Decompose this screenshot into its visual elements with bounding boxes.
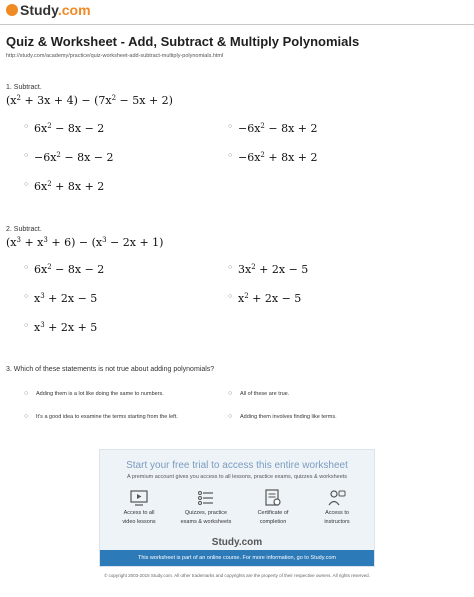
feature-label-line1: Access to: [325, 510, 349, 516]
copyright-footer: © copyright 2003-2015 Study.com. All other trademarks and copyrights are the property of their respective owners. All rights reserved.: [104, 573, 370, 578]
feature-label-line1: Access to all: [123, 510, 155, 516]
radio-q1-d[interactable]: ○: [228, 152, 233, 159]
radio-q3-a[interactable]: ○: [24, 390, 29, 397]
q3-option-a[interactable]: Adding them is a lot like doing the same to numbers.: [36, 391, 164, 397]
radio-q1-c[interactable]: ○: [24, 152, 29, 159]
feature-label-line2: exams & worksheets: [180, 519, 232, 525]
cta-info-bar[interactable]: This worksheet is part of an online course. For more information, go to Study.com: [100, 550, 374, 566]
study-logo[interactable]: [6, 2, 91, 18]
feature-video-lessons: [104, 488, 174, 526]
q2-option-c[interactable]: $x^3 + 2x - 5$: [34, 292, 98, 305]
video-icon: [129, 488, 149, 508]
free-trial-panel: [99, 449, 375, 567]
q1-option-b[interactable]: $-6x^2 - 8x + 2$: [238, 122, 318, 135]
radio-q3-b[interactable]: ○: [228, 390, 233, 397]
logo-suffix: .com: [57, 2, 91, 18]
radio-q2-a[interactable]: ○: [24, 264, 29, 271]
question-1-label: 1. Subtract.: [6, 84, 42, 91]
quiz-icon: [196, 488, 216, 508]
question-3-label: 3. Which of these statements is not true about adding polynomials?: [6, 366, 215, 373]
feature-label-line1: Quizzes, practice: [184, 510, 228, 516]
q1-option-a[interactable]: $6x^2 - 8x - 2$: [34, 122, 105, 135]
q2-option-b[interactable]: $3x^2 + 2x - 5$: [238, 263, 309, 276]
feature-label-line2: instructors: [324, 519, 350, 525]
radio-q2-c[interactable]: ○: [24, 293, 29, 300]
cta-logo: Study.com: [211, 537, 263, 548]
q2-option-e[interactable]: $x^3 + 2x + 5$: [34, 321, 98, 334]
page-title: Quiz & Worksheet - Add, Subtract & Multiply Polynomials: [6, 34, 360, 49]
header: [0, 0, 474, 24]
question-2-expression: $(x^3 + x^3 + 6) - (x^3 - 2x + 1)$: [6, 236, 164, 249]
cta-subtitle: A premium account gives you access to all lessons, practice exams, quizzes & worksheets: [126, 474, 348, 480]
header-divider: [0, 24, 474, 25]
q3-option-b[interactable]: All of these are true.: [240, 391, 290, 397]
q3-option-c[interactable]: It’s a good idea to examine the terms starting from the left.: [36, 414, 178, 420]
radio-q2-b[interactable]: ○: [228, 264, 233, 271]
logo-text: Study: [20, 2, 58, 18]
feature-label-line2: completion: [259, 519, 287, 525]
radio-q1-b[interactable]: ○: [228, 123, 233, 130]
instructor-icon: [327, 488, 347, 508]
feature-label-line2: video lessons: [122, 519, 156, 525]
feature-instructors: [302, 488, 372, 526]
feature-quizzes: [171, 488, 241, 526]
logo-circle-icon: [6, 4, 18, 16]
radio-q2-d[interactable]: ○: [228, 293, 233, 300]
q3-option-d[interactable]: Adding them involves finding like terms.: [240, 414, 337, 420]
cta-title[interactable]: Start your free trial to access this entire worksheet: [126, 460, 348, 471]
certificate-icon: [263, 488, 283, 508]
q1-option-d[interactable]: $-6x^2 + 8x + 2$: [238, 151, 318, 164]
page-url: http://study.com/academy/practice/quiz-worksheet-add-subtract-multiply-polynomials.html: [6, 53, 224, 59]
q2-option-d[interactable]: $x^2 + 2x - 5$: [238, 292, 302, 305]
radio-q1-e[interactable]: ○: [24, 181, 29, 188]
radio-q3-c[interactable]: ○: [24, 413, 29, 420]
radio-q1-a[interactable]: ○: [24, 123, 29, 130]
radio-q3-d[interactable]: ○: [228, 413, 233, 420]
q1-option-e[interactable]: $6x^2 + 8x + 2$: [34, 180, 105, 193]
feature-certificate: [238, 488, 308, 526]
q1-option-c[interactable]: $-6x^2 - 8x - 2$: [34, 151, 114, 164]
feature-label-line1: Certificate of: [257, 510, 289, 516]
radio-q2-e[interactable]: ○: [24, 322, 29, 329]
q2-option-a[interactable]: $6x^2 - 8x - 2$: [34, 263, 105, 276]
question-1-expression: $(x^2 + 3x + 4) - (7x^2 - 5x + 2)$: [6, 94, 173, 107]
question-2-label: 2. Subtract.: [6, 226, 42, 233]
